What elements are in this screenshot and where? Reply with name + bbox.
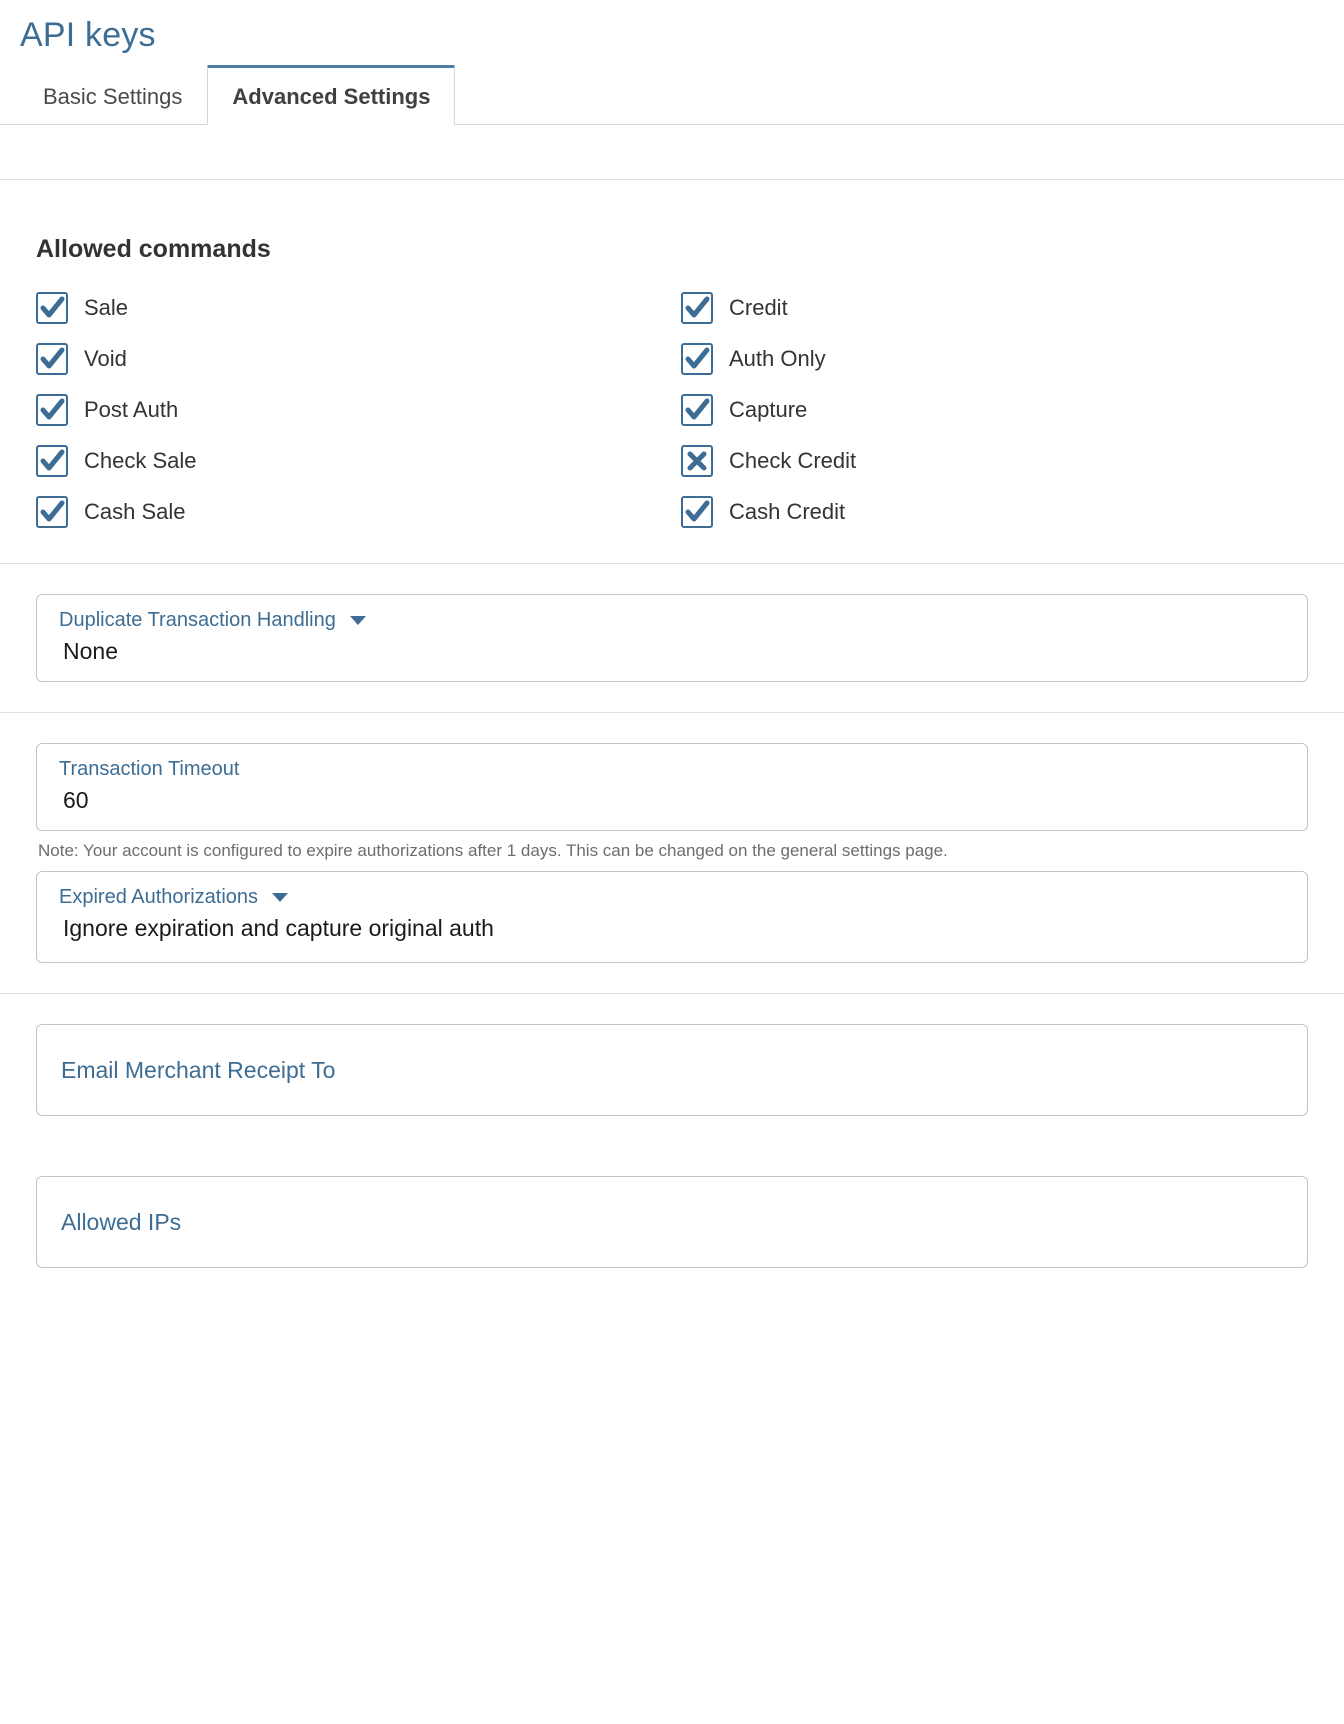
duplicate-transaction-label: Duplicate Transaction Handling — [59, 609, 336, 631]
api-keys-page — [0, 16, 1344, 1298]
allowed-ips-input[interactable] — [36, 1176, 1308, 1268]
duplicate-transaction-section — [36, 564, 1308, 712]
checkmark-icon[interactable] — [36, 394, 68, 426]
expired-authorizations-value: Ignore expiration and capture original auth — [63, 915, 494, 941]
checkbox-row-credit[interactable] — [656, 282, 1308, 333]
checkbox-label: Post Auth — [84, 396, 179, 422]
transaction-timeout-label: Transaction Timeout — [59, 758, 240, 780]
expiration-note: Note: Your account is configured to expire authorizations after 1 days. This can be changed on the general settings page. — [38, 841, 948, 860]
advanced-settings-content — [0, 235, 1344, 1298]
checkbox-row-sale[interactable] — [36, 282, 656, 333]
transaction-timeout-input[interactable] — [36, 743, 1308, 831]
checkbox-row-check-sale[interactable] — [36, 435, 656, 486]
checkmark-icon[interactable] — [681, 343, 713, 375]
email-merchant-receipt-label: Email Merchant Receipt To — [61, 1056, 336, 1083]
checkbox-label: Capture — [729, 396, 808, 422]
cross-icon[interactable] — [681, 445, 713, 477]
allowed-commands-grid — [36, 282, 1308, 537]
expired-authorizations-select[interactable] — [36, 871, 1308, 963]
email-merchant-receipt-section — [36, 994, 1308, 1146]
chevron-down-icon[interactable] — [350, 616, 366, 625]
allowed-commands-heading: Allowed commands — [36, 235, 271, 263]
checkbox-label: Sale — [84, 294, 129, 320]
page-title: API keys — [20, 16, 156, 54]
transaction-timeout-section — [36, 713, 1308, 993]
checkbox-label: Void — [84, 345, 127, 371]
checkbox-row-cash-credit[interactable] — [656, 486, 1308, 537]
checkbox-row-post-auth[interactable] — [36, 384, 656, 435]
checkbox-row-void[interactable] — [36, 333, 656, 384]
checkmark-icon[interactable] — [681, 496, 713, 528]
checkbox-label: Cash Sale — [84, 498, 186, 524]
checkmark-icon[interactable] — [36, 292, 68, 324]
checkmark-icon[interactable] — [36, 445, 68, 477]
checkmark-icon[interactable] — [36, 496, 68, 528]
allowed-ips-label: Allowed IPs — [61, 1208, 182, 1235]
tab-basic-settings[interactable]: Basic Settings — [43, 84, 183, 109]
checkmark-icon[interactable] — [681, 394, 713, 426]
transaction-timeout-value: 60 — [63, 787, 89, 813]
checkbox-row-check-credit[interactable] — [656, 435, 1308, 486]
checkbox-row-cash-sale[interactable] — [36, 486, 656, 537]
duplicate-transaction-label-row — [59, 609, 1285, 632]
chevron-down-icon[interactable] — [272, 893, 288, 902]
tab-advanced-settings[interactable]: Advanced Settings — [207, 65, 455, 125]
checkbox-row-capture[interactable] — [656, 384, 1308, 435]
transaction-timeout-label-row — [59, 758, 1285, 781]
checkbox-label: Check Sale — [84, 447, 197, 473]
duplicate-transaction-select[interactable] — [36, 594, 1308, 682]
checkbox-label: Credit — [729, 294, 788, 320]
email-merchant-receipt-input[interactable] — [36, 1024, 1308, 1116]
checkbox-label: Auth Only — [729, 345, 826, 371]
checkbox-label: Check Credit — [729, 447, 857, 473]
checkmark-icon[interactable] — [36, 343, 68, 375]
expired-authorizations-label: Expired Authorizations — [59, 886, 259, 908]
checkmark-icon[interactable] — [681, 292, 713, 324]
checkbox-row-auth-only[interactable] — [656, 333, 1308, 384]
allowed-ips-section — [36, 1146, 1308, 1298]
header-divider — [0, 125, 1344, 180]
duplicate-transaction-value: None — [63, 638, 118, 664]
spacer — [36, 831, 1308, 841]
tab-bar — [0, 65, 1344, 125]
checkbox-label: Cash Credit — [729, 498, 846, 524]
expired-authorizations-label-row — [59, 886, 1285, 909]
